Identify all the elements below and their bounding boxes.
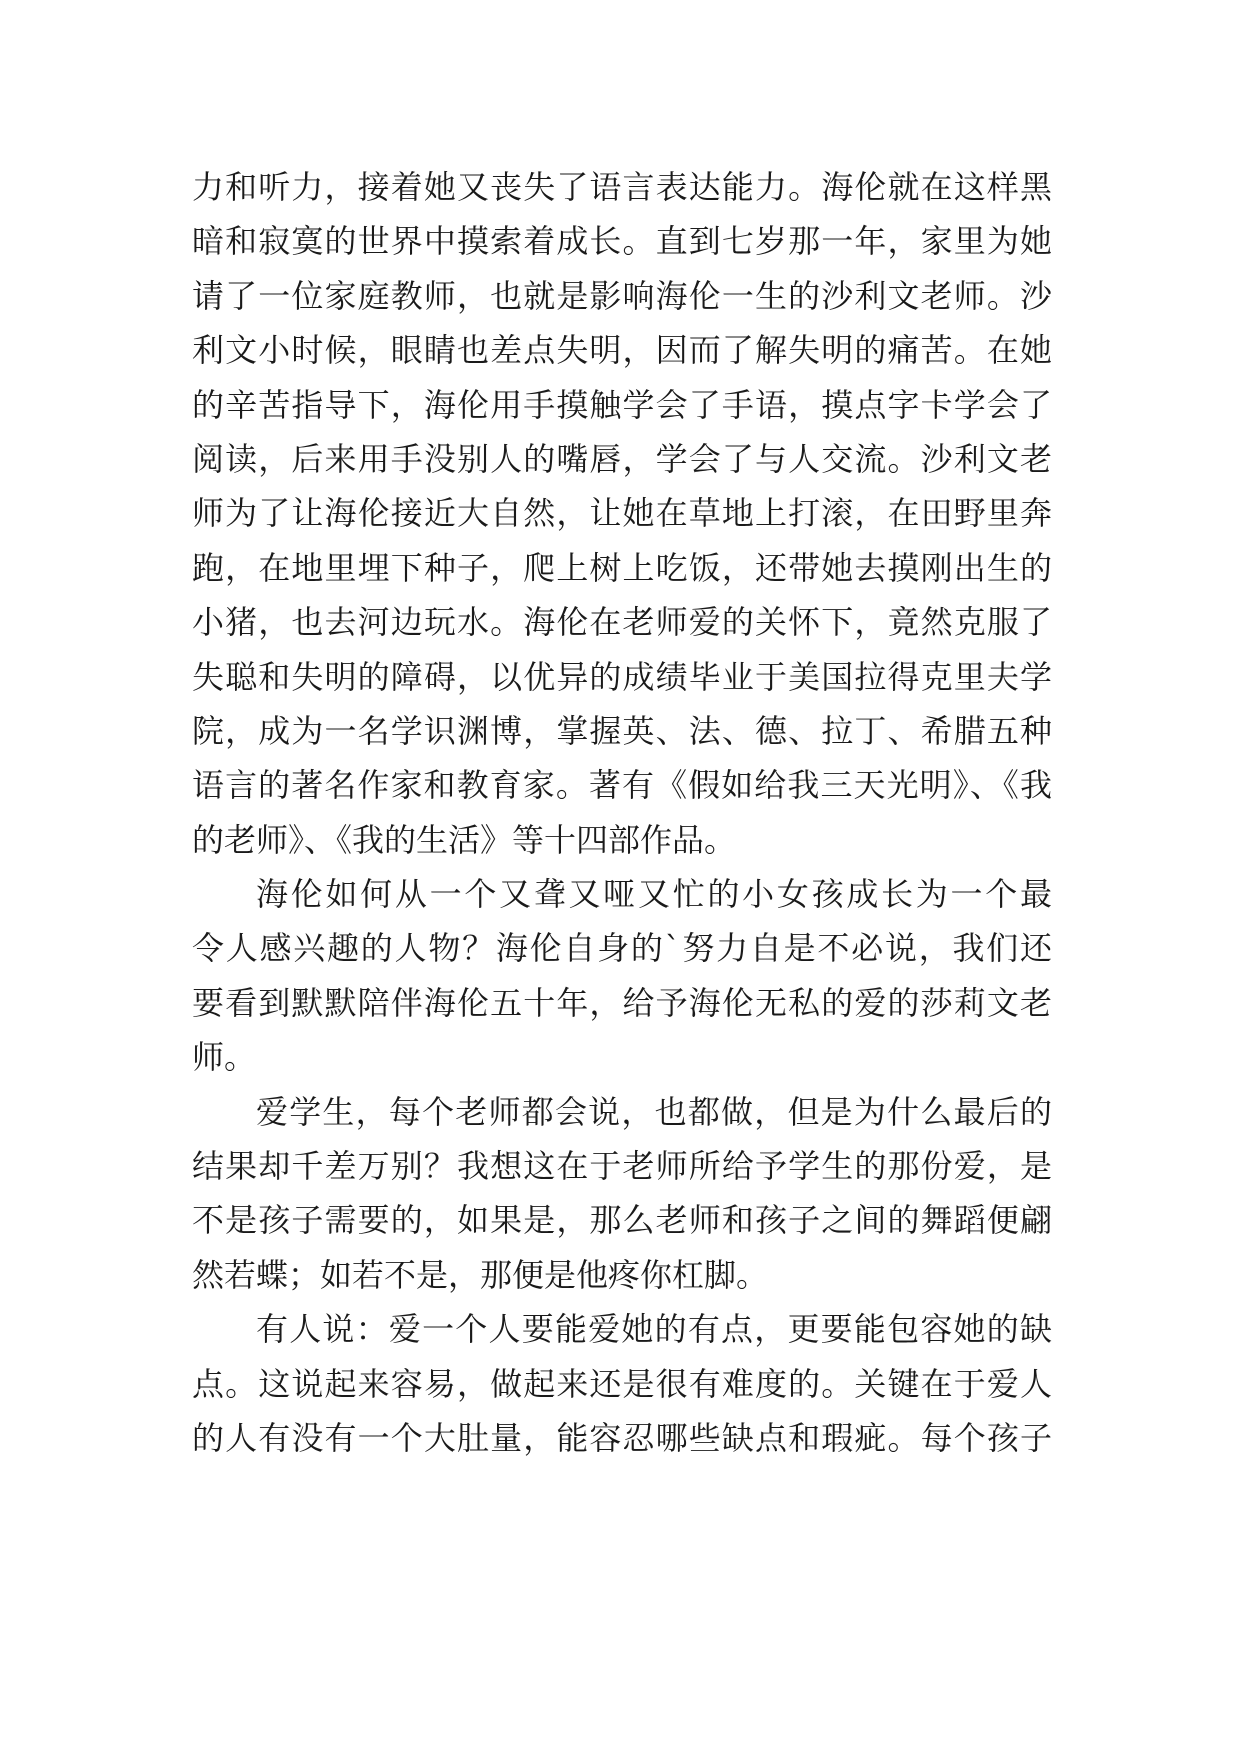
text-line: 要看到默默陪伴海伦五十年，给予海伦无私的爱的莎莉文老 xyxy=(192,983,1052,1022)
text-line: 暗和寂寞的世界中摸索着成长。直到七岁那一年，家里为她 xyxy=(192,222,1052,261)
text-line: 爱学生，每个老师都会说，也都做，但是为什么最后的 xyxy=(256,1092,1052,1131)
text-line: 小猪，也去河边玩水。海伦在老师爱的关怀下，竟然克服了 xyxy=(192,603,1052,642)
text-line: 请了一位家庭教师，也就是影响海伦一生的沙利文老师。沙 xyxy=(192,276,1052,315)
text-line: 院，成为一名学识渊博，掌握英、法、德、拉丁、希腊五种 xyxy=(192,711,1052,750)
text-line: 阅读，后来用手没别人的嘴唇，学会了与人交流。沙利文老 xyxy=(192,439,1052,478)
text-line: 的辛苦指导下，海伦用手摸触学会了手语，摸点字卡学会了 xyxy=(192,385,1052,424)
paragraph xyxy=(192,867,1052,1085)
text-line: 有人说：爱一个人要能爱她的有点，更要能包容她的缺 xyxy=(256,1310,1052,1349)
paragraph xyxy=(192,160,1052,867)
text-line: 然若蝶；如若不是，那便是他疼你杠脚。 xyxy=(192,1255,769,1294)
text-line: 失聪和失明的障碍，以优异的成绩毕业于美国拉得克里夫学 xyxy=(192,657,1052,696)
text-line: 利文小时候，眼睛也差点失明，因而了解失明的痛苦。在她 xyxy=(192,331,1052,370)
paragraph xyxy=(192,1085,1052,1303)
text-line: 师为了让海伦接近大自然，让她在草地上打滚，在田野里奔 xyxy=(192,494,1052,533)
text-line: 令人感兴趣的人物？海伦自身的`努力自是不必说，我们还 xyxy=(192,929,1052,968)
text-line: 的人有没有一个大肚量，能容忍哪些缺点和瑕疵。每个孩子 xyxy=(192,1418,1052,1457)
body-text xyxy=(192,160,1052,1465)
paragraph xyxy=(192,1302,1052,1465)
text-line: 的老师》、《我的生活》等十四部作品。 xyxy=(192,820,737,859)
text-line: 跑，在地里埋下种子，爬上树上吃饭，还带她去摸刚出生的 xyxy=(192,548,1052,587)
text-line: 结果却千差万别？我想这在于老师所给予学生的那份爱，是 xyxy=(192,1147,1052,1186)
text-line: 不是孩子需要的，如果是，那么老师和孩子之间的舞蹈便翩 xyxy=(192,1201,1052,1240)
text-line: 海伦如何从一个又聋又哑又忙的小女孩成长为一个最 xyxy=(256,875,1052,914)
text-line: 语言的著名作家和教育家。著有《假如给我三天光明》、《我 xyxy=(192,766,1052,805)
text-line: 点。这说起来容易，做起来还是很有难度的。关键在于爱人 xyxy=(192,1364,1052,1403)
text-line: 力和听力，接着她又丧失了语言表达能力。海伦就在这样黑 xyxy=(192,168,1052,206)
text-line: 师。 xyxy=(192,1038,257,1077)
